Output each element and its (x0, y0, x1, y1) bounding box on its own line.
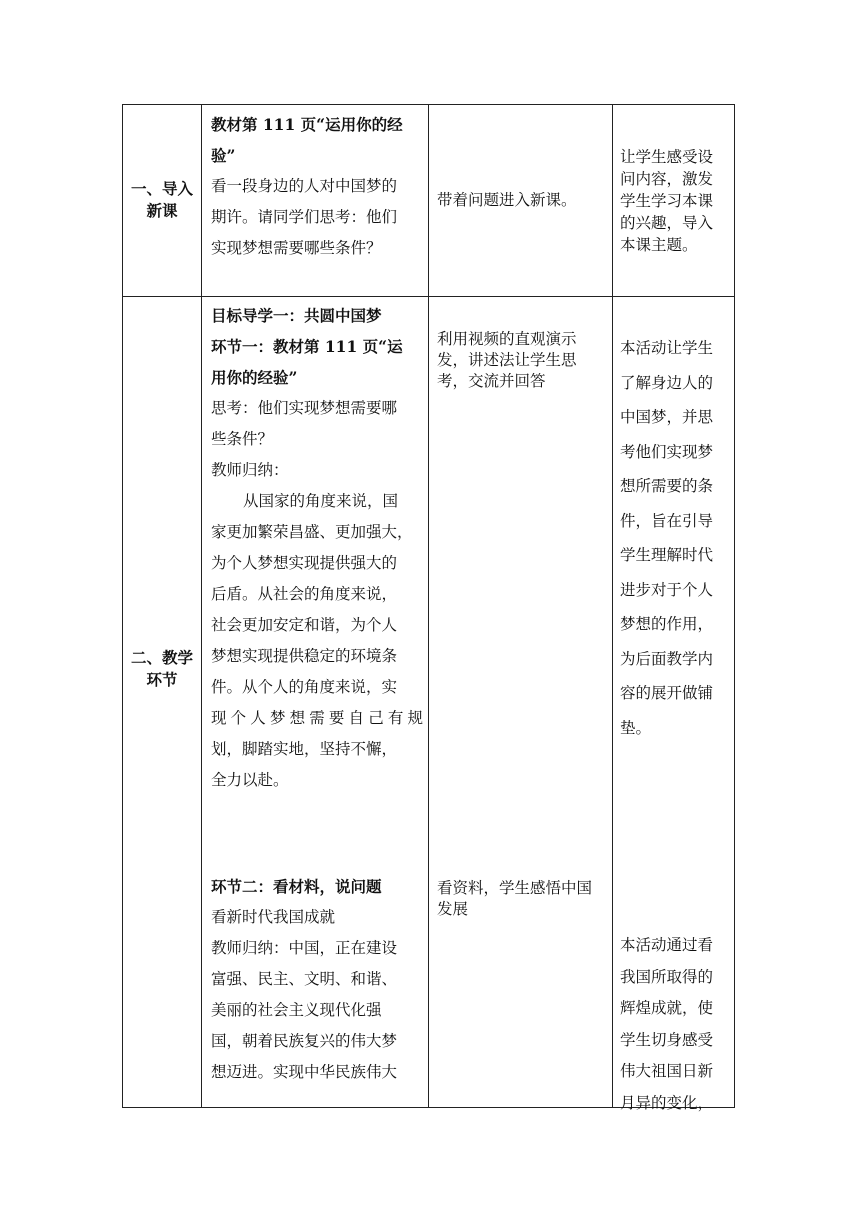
method-cell-intro: 带着问题进入新课。 (437, 191, 577, 209)
stage-cell-teaching: 二、教学 环节 (130, 649, 193, 689)
column-divider (201, 105, 202, 1107)
intent-cell-teaching-part2: 本活动通过看 我国所取得的 辉煌成就，使 学生切身感受 伟大祖国日新 月异的变化， (620, 936, 714, 1112)
content-cell-intro: 教材第 111 页“运用你的经 验” 看一段身边的人对中国梦的 期许。请同学们思考：他们 实现梦想需要哪些条件？ (211, 115, 403, 257)
intent-cell-intro: 让学生感受设 问内容，激发 学生学习本课 的兴趣，导入 本课主题。 (620, 148, 714, 254)
lesson-plan-table (122, 104, 735, 1112)
intent-cell-teaching: 本活动让学生 了解身边人的 中国梦，并思 考他们实现梦 想所需要的条 件，旨在引导 学生理解时代 进步对于个人 梦想的作用， 为后面教学内 容的展开做铺 垫。 (620, 339, 714, 737)
row-divider (123, 296, 734, 297)
column-divider (612, 105, 613, 1107)
method-cell-teaching-part2: 看资料，学生感悟中国 发展 (437, 879, 593, 918)
content-cell-teaching: 目标导学一：共圆中国梦 环节一：教材第 111 页“运 用你的经验” 思考：他们实现梦想需要哪 些条件？ 教师归纳： 从国家的角度来说，国 家更加繁荣昌盛、更加强大， 为个人梦想实现提供强大的 后盾。从社会的角度来说， 社会更加安定和谐，为个人 梦想实现提供稳定的环境条 件。从个人的角度来说，实 现个人梦想需要自己有规 划，脚踏实地，坚持不懈， 全力以赴。 (211, 306, 423, 789)
stage-cell-intro: 一、导入 新课 (130, 180, 193, 220)
method-cell-teaching: 利用视频的直观演示 发，讲述法让学生思 考，交流并回答 (437, 330, 577, 390)
column-divider (428, 105, 429, 1107)
content-cell-teaching-part2: 环节二：看材料，说问题 看新时代我国成就 教师归纳：中国，正在建设 富强、民主、文明、和谐、 美丽的社会主义现代化强 国，朝着民族复兴的伟大梦 想迈进。实现中华民族伟大 (211, 877, 398, 1081)
